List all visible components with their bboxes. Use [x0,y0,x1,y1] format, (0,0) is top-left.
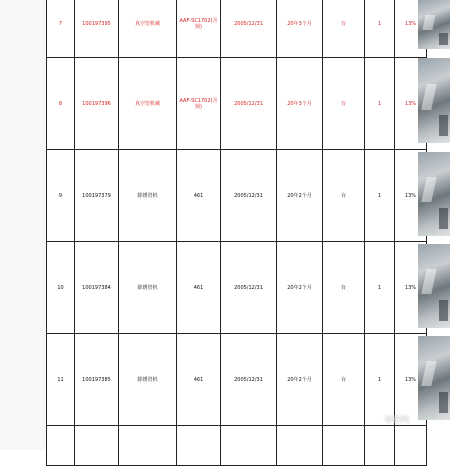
cell-model: 461 [177,150,221,242]
cell-code: 100197395 [75,0,119,58]
cell-no: 9 [47,150,75,242]
cell-date [221,426,277,466]
cell-unit: 台 [323,242,365,334]
cell-rate: 13% [395,334,427,426]
table-row [47,58,427,150]
cell-name: 除锈管机 [119,150,177,242]
cell-no: 7 [47,0,75,58]
cell-unit: 台 [323,0,365,58]
cell-qty: 1 [365,58,395,150]
cell-life: 20年3个月 [277,0,323,58]
cell-life: 20年2个月 [277,334,323,426]
cell-life: 20年2个月 [277,150,323,242]
table-row [47,242,427,334]
cell-model: AAF-SC1702(含锁) [177,58,221,150]
photo-column [418,0,450,450]
cell-unit: 台 [323,334,365,426]
cell-code: 100197384 [75,242,119,334]
equipment-photo [418,58,450,143]
cell-code: 100197379 [75,150,119,242]
cell-no [47,426,75,466]
cell-model: AAF-SC1702(含锁) [177,0,221,58]
cell-unit: 台 [323,58,365,150]
cell-rate: 13% [395,58,427,150]
cell-name: 除锈管机 [119,334,177,426]
asset-table [46,0,427,466]
cell-code: 100197385 [75,334,119,426]
cell-rate: 13% [395,0,427,58]
cell-date: 2005/12/31 [221,0,277,58]
cell-rate: 13% [395,242,427,334]
cell-no: 11 [47,334,75,426]
cell-rate: 13% [395,150,427,242]
table-row [47,426,427,466]
cell-date: 2005/12/31 [221,58,277,150]
cell-no: 10 [47,242,75,334]
cell-code [75,426,119,466]
cell-code: 100197396 [75,58,119,150]
cell-qty: 1 [365,334,395,426]
cell-name [119,426,177,466]
cell-model: 461 [177,334,221,426]
cell-life: 20年3个月 [277,58,323,150]
cell-date: 2005/12/31 [221,334,277,426]
cell-no: 8 [47,58,75,150]
table-row [47,0,427,58]
cell-qty [365,426,395,466]
cell-qty: 1 [365,242,395,334]
cell-date: 2005/12/31 [221,150,277,242]
equipment-photo [418,336,450,420]
cell-name: 除锈管机 [119,242,177,334]
cell-qty: 1 [365,150,395,242]
cell-name: 真空管机械 [119,0,177,58]
cell-name: 真空管机械 [119,58,177,150]
table-row [47,150,427,242]
cell-date: 2005/12/31 [221,242,277,334]
equipment-photo [418,152,450,236]
equipment-photo [418,0,450,49]
cell-life [277,426,323,466]
cell-unit [323,426,365,466]
cell-qty: 1 [365,0,395,58]
cell-unit: 台 [323,150,365,242]
cell-model [177,426,221,466]
equipment-photo [418,244,450,328]
cell-model: 461 [177,242,221,334]
table-row [47,334,427,426]
watermark-text: 拍拍网 [385,415,409,424]
cell-life: 20年2个月 [277,242,323,334]
